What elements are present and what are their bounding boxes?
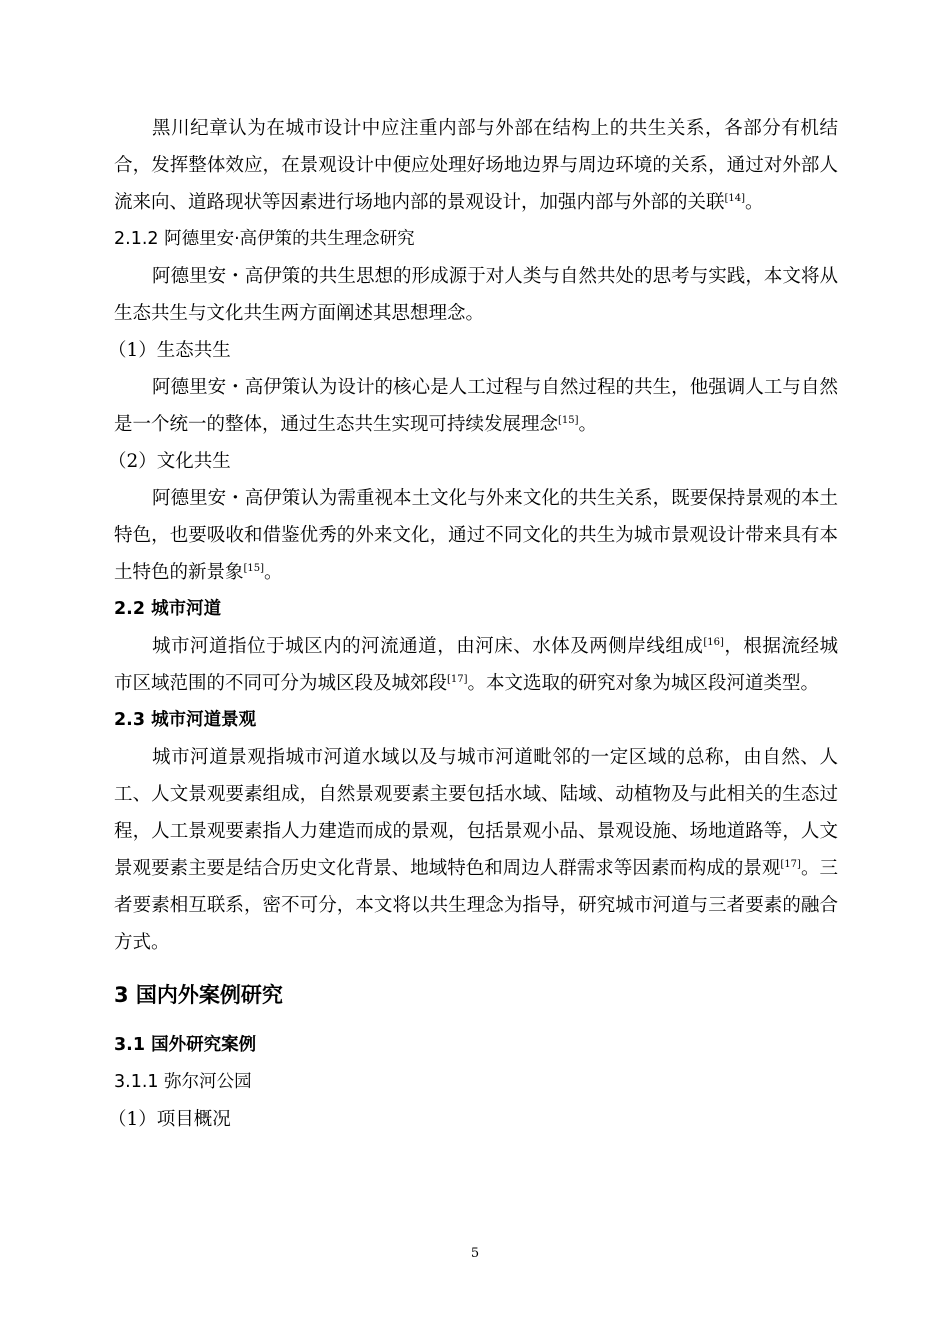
- list-item-overview: （1）项目概况: [108, 1109, 231, 1130]
- citation-15: [15]: [558, 414, 579, 426]
- paragraph-kurokawa: 黑川纪章认为在城市设计中应注重内部与外部在结构上的共生关系，各部分有机结合，发挥整体效应，在景观设计中便应处理好场地边界与周边环境的关系，通过对外部人流来向、道路现状等因素进行场地内部的景观设计，加强内部与外部的关联[14]。: [114, 118, 838, 213]
- citation-15b: [15]: [243, 562, 265, 574]
- heading-2-1-2: 2.1.2 阿德里安·高伊策的共生理念研究: [114, 229, 415, 249]
- document-page: [108, 110, 838, 1138]
- page-number: 5: [470, 1246, 480, 1261]
- heading-2-2: 2.2 城市河道: [114, 599, 222, 619]
- citation-17: [17]: [447, 673, 468, 685]
- paragraph-river-landscape: 城市河道景观指城市河道水域以及与城市河道毗邻的一定区域的总称，由自然、人工、人文景观要素组成，自然景观要素主要包括水域、陆域、动植物及与此相关的生态过程，人工景观要素指人力建造而成的景观，包括景观小品、景观设施、场地道路等，人文景观要素主要是结合历史文化背景、地域特色和周边人群需求等因素而构成的景观[17]。三者要素相互联系，密不可分，本文将以共生理念为指导，研究城市河道与三者要素的融合方式。: [114, 747, 838, 953]
- heading-3-1-1: 3.1.1 弥尔河公园: [114, 1072, 252, 1092]
- paragraph-ecological: 阿德里安・高伊策认为设计的核心是人工过程与自然过程的共生，他强调人工与自然是一个统一的整体，通过生态共生实现可持续发展理念[15]。: [114, 377, 838, 435]
- citation-16: [16]: [703, 636, 724, 648]
- paragraph-cultural: 阿德里安・高伊策认为需重视本土文化与外来文化的共生关系，既要保持景观的本土特色，也要吸收和借鉴优秀的外来文化，通过不同文化的共生为城市景观设计带来具有本土特色的新景象[15]。: [114, 488, 838, 583]
- heading-3: 3 国内外案例研究: [114, 983, 283, 1007]
- citation-14: [14]: [724, 192, 746, 204]
- paragraph-geuze-intro: 阿德里安・高伊策的共生思想的形成源于对人类与自然共处的思考与实践，本文将从生态共生与文化共生两方面阐述其思想理念。: [114, 266, 838, 324]
- list-item-cultural: （2）文化共生: [108, 451, 231, 472]
- list-item-ecological: （1）生态共生: [108, 340, 231, 361]
- citation-17b: [17]: [780, 858, 801, 870]
- heading-2-3: 2.3 城市河道景观: [114, 710, 257, 730]
- paragraph-urban-river: 城市河道指位于城区内的河流通道，由河床、水体及两侧岸线组成[16]，根据流经城市区域范围的不同可分为城区段及城郊段[17]。本文选取的研究对象为城区段河道类型。: [114, 636, 838, 694]
- heading-3-1: 3.1 国外研究案例: [114, 1035, 257, 1055]
